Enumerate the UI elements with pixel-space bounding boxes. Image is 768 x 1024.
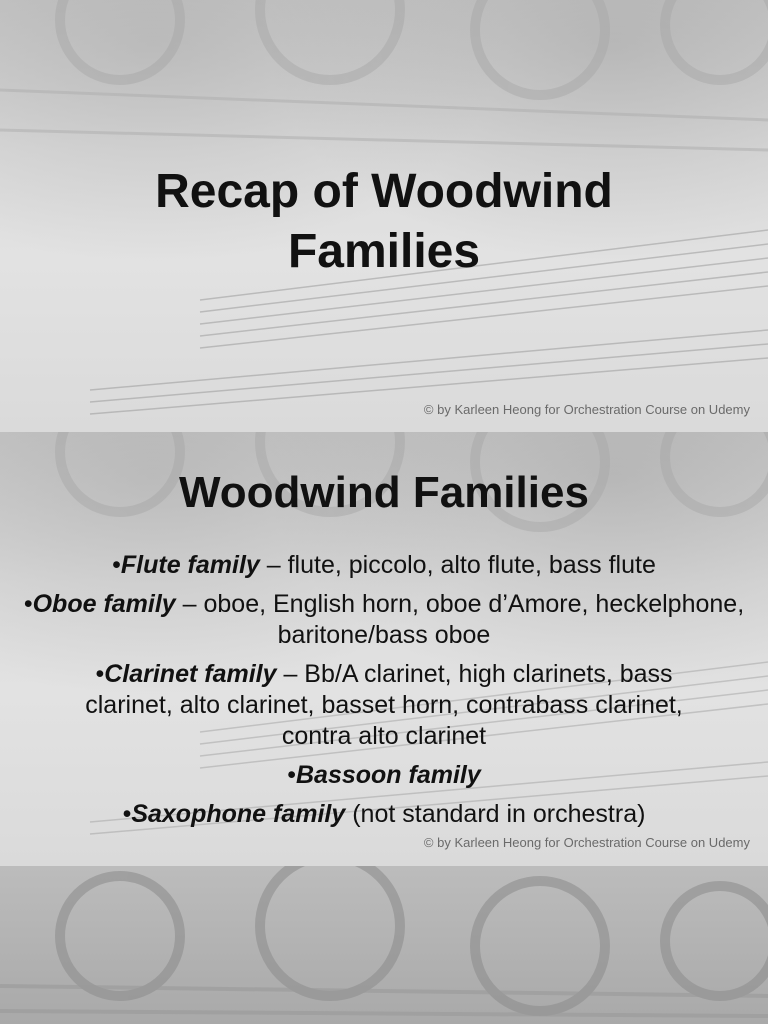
next-slide-preview [0, 866, 768, 1024]
slide-recap [0, 0, 768, 432]
family-list [0, 550, 768, 838]
background-flute-keys-image [0, 866, 768, 1024]
copyright-notice: © by Karleen Heong for Orchestration Course on Udemy [423, 835, 750, 850]
list-item: •Saxophone family (not standard in orchestra) [122, 800, 646, 828]
list-item: •Bassoon family [287, 761, 481, 789]
title-line-2: Families [287, 225, 481, 278]
title-line-1: Recap of Woodwind [155, 165, 613, 218]
slide-title [0, 162, 768, 282]
list-item: •Clarinet family – Bb/A clarinet, high clarinets, bass clarinet, alto clarinet, basset horn, contrabass clarinet, contra alto clarinet [85, 660, 683, 750]
list-item: •Oboe family – oboe, English horn, oboe d’Amore, heckelphone, baritone/bass oboe [23, 590, 745, 649]
slide-woodwind-families [0, 432, 768, 866]
list-item: •Flute family – flute, piccolo, alto flute, bass flute [112, 551, 656, 579]
slide-title: Woodwind Families [179, 468, 589, 517]
copyright-notice: © by Karleen Heong for Orchestration Course on Udemy [423, 402, 750, 417]
